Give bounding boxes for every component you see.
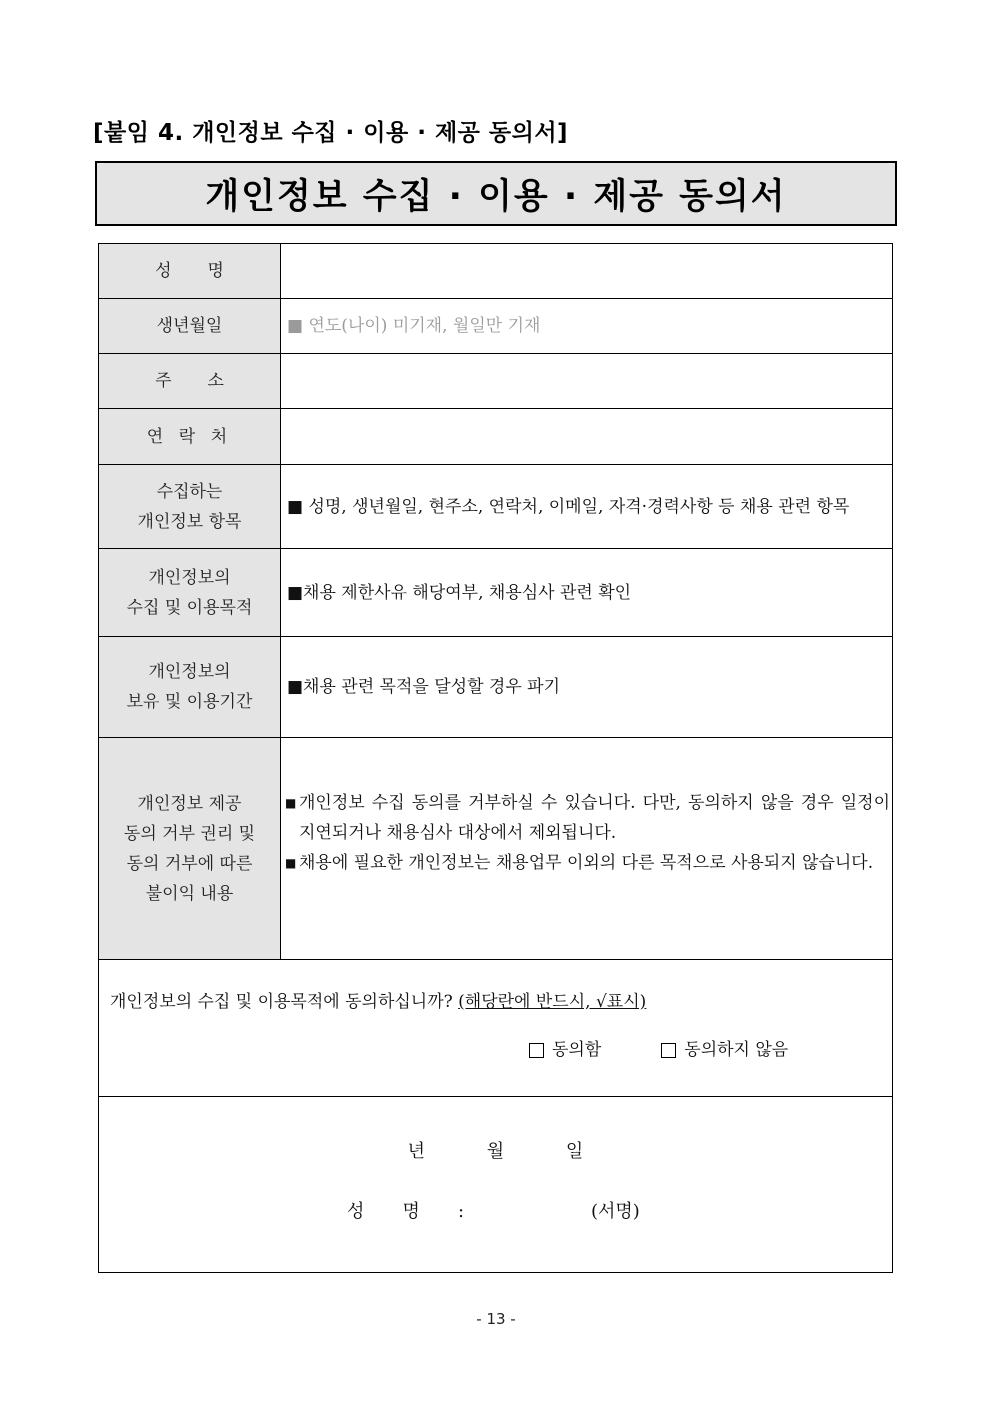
refusal-bullet-2: ■ 채용에 필요한 개인정보는 채용업무 이외의 다른 목적으로 사용되지 않습니다. [285, 848, 892, 878]
items-value: ■ 성명, 생년월일, 현주소, 연락처, 이메일, 자격·경력사항 등 채용 관련 항목 [281, 465, 893, 549]
row-refusal [99, 738, 893, 960]
birth-field[interactable]: ■ 연도(나이) 미기재, 월일만 기재 [281, 299, 893, 354]
label-contact: 연 락 처 [99, 409, 281, 465]
name-field[interactable] [281, 244, 893, 299]
disagree-checkbox[interactable] [661, 1043, 676, 1058]
consent-form-table [98, 243, 893, 1273]
row-address [99, 354, 893, 409]
day-label: 일 [565, 1141, 584, 1162]
label-name: 성 명 [99, 244, 281, 299]
refusal-value [281, 738, 893, 960]
label-birth: 생년월일 [99, 299, 281, 354]
refusal-bullet-1: ■ 개인정보 수집 동의를 거부하실 수 있습니다. 다만, 동의하지 않을 경우 일정이 지연되거나 채용심사 대상에서 제외됩니다. [285, 788, 892, 848]
year-label: 년 [407, 1141, 426, 1162]
row-name [99, 244, 893, 299]
signature-line [347, 1197, 640, 1227]
row-signature [99, 1097, 893, 1273]
agree-checkbox[interactable] [529, 1043, 544, 1058]
bullet-square-icon: ■ [285, 796, 297, 810]
agree-option[interactable] [529, 1035, 601, 1065]
row-purpose [99, 549, 893, 637]
row-contact [99, 409, 893, 465]
retention-value: ■채용 관련 목적을 달성할 경우 파기 [281, 637, 893, 738]
consent-options [529, 1035, 892, 1065]
row-items [99, 465, 893, 549]
attachment-heading: [붙임 4. 개인정보 수집 · 이용 · 제공 동의서] [93, 120, 569, 146]
label-purpose: 개인정보의 수집 및 이용목적 [99, 549, 281, 637]
row-retention [99, 637, 893, 738]
date-line [99, 1137, 892, 1167]
bullet-square-icon: ■ [285, 856, 297, 870]
label-address: 주 소 [99, 354, 281, 409]
row-consent [99, 960, 893, 1097]
signature-label[interactable]: (서명) [591, 1201, 640, 1222]
consent-cell [99, 960, 893, 1097]
label-refusal: 개인정보 제공 동의 거부 권리 및 동의 거부에 따른 불이익 내용 [99, 738, 281, 960]
address-field[interactable] [281, 354, 893, 409]
signature-cell [99, 1097, 893, 1273]
disagree-label: 동의하지 않음 [684, 1040, 789, 1060]
label-retention: 개인정보의 보유 및 이용기간 [99, 637, 281, 738]
signer-name-label: 성 명 : [347, 1201, 481, 1222]
consent-hint: (해당란에 반드시, √표시) [458, 992, 647, 1012]
purpose-value: ■채용 제한사유 해당여부, 채용심사 관련 확인 [281, 549, 893, 637]
row-birth [99, 299, 893, 354]
month-label: 월 [486, 1141, 505, 1162]
agree-label: 동의함 [552, 1040, 602, 1060]
form-title: 개인정보 수집 · 이용 · 제공 동의서 [95, 161, 897, 226]
page-number: - 13 - [476, 1310, 516, 1328]
label-items: 수집하는 개인정보 항목 [99, 465, 281, 549]
contact-field[interactable] [281, 409, 893, 465]
consent-question: 개인정보의 수집 및 이용목적에 동의하십니까? (해당란에 반드시, √표시) [110, 992, 647, 1012]
disagree-option[interactable] [661, 1035, 788, 1065]
